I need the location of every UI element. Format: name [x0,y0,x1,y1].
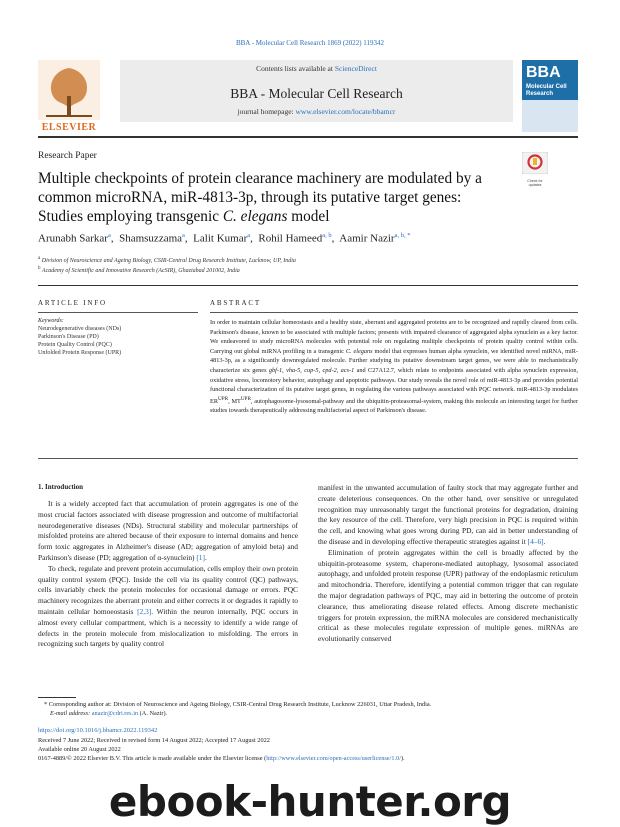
keywords-label: Keywords: [38,318,64,324]
homepage-link[interactable]: www.elsevier.com/locate/bbamcr [295,107,396,116]
publisher-wordmark: ELSEVIER [41,122,97,133]
author[interactable]: Rohil Hameed [258,232,323,245]
cover-title: BBA [526,64,561,81]
article-info-heading: ARTICLE INFO [38,299,107,307]
doi-link[interactable]: https://doi.org/10.1016/j.bbamcr.2022.119342 [38,727,158,734]
running-citation: BBA - Molecular Cell Research 1869 (2022) 119342 [235,39,385,47]
article-type: Research Paper [38,151,97,161]
divider [38,458,578,459]
author[interactable]: Lalit Kumar [193,232,248,245]
homepage-line: journal homepage: www.elsevier.com/locate/bbamcr [237,107,396,116]
author[interactable]: Arunabh Sarkar [38,232,108,245]
body-column-left [38,499,298,650]
author[interactable]: Aamir Nazir [339,232,395,245]
check-updates-label: Check for updates [527,179,543,187]
reference-link[interactable]: [1] [196,552,205,562]
received-dates: Received 7 June 2022; Received in revised form 14 August 2022; Accepted 17 August 2022 [38,737,270,744]
journal-cover-thumbnail [522,60,578,132]
affiliation: $^a$ Division of Neuroscience and Ageing Biology, CSIR-Central Drug Research Institute, Lucknow, UP, India [38,256,296,264]
footnote-divider [38,697,76,698]
cover-image-band [522,100,578,132]
check-for-updates-button[interactable] [522,152,548,187]
reference-link[interactable]: [4–6] [527,536,544,546]
divider [38,285,578,286]
keyword: Neurodegenerative diseases (NDs) [38,326,122,332]
cover-subtitle: Molecular Cell Research [526,84,567,97]
author[interactable]: Shamsuzzama [119,232,183,245]
keyword: Parkinson's Disease (PD) [38,334,99,340]
license-line: 0167-4889/© 2022 Elsevier B.V. This article is made available under the Elsevier license (http://www.elsevier.com/open-access/userlicense/1.0/). [38,755,405,762]
sciencedirect-link[interactable]: ScienceDirect [334,64,377,73]
contents-line: Contents lists available at ScienceDirect [256,64,377,73]
email-link[interactable]: anazir@cdri.res.in [91,710,139,717]
abstract-text: In order to maintain cellular homeostasis and a healthy state, aberrant and aggregated proteins are to be recognized and rapidly cleared from cells. Parkinson's disease, known to be associated with multiple factors; presents with impaired clearance of aggregated alpha synuclein as a key factor. We endeavored to study microRNA molecules with potential role on regulating multiple checkpoints of protein quality control within cells. Carrying out global miRNA profiling in a transgenic C. elegans model that expresses human alpha synuclein, we identified novel miRNA, miR-4813-3p, as a significantly downregulated molecule. Further studying its putative downstream target genes, we were able to mechanistically characterize six genes gbf-1, vha-5, cup-5, cpd-2, acs-1 and C27A12.7, which relate to endpoints associated with alpha synuclein expression, oxidative stress, locomotory behavior, autophagy and apoptotic pathways. Our study reveals the novel role of miR-4813-3p and provides potential functional characterization of its putative target genes, in regulating the various pathways associated with PQC network. miR-4813-3p modulates $ER^{UPR}$, $MT^{UPR}$, autophagosome-lysosomal-pathway and the ubiquitin-proteasomal-system, making this molecule an interesting target for further studies towards therapeutically addressing multifactorial aspect of Parkinson's disease. [210,319,579,415]
article-title: Multiple checkpoints of protein clearance machinery are modulated by a common microRNA, miR-4813-3p, through its putative target genes: Studies employing transgenic C. elegans model [38,170,482,225]
abstract-heading: ABSTRACT [210,299,261,307]
keyword: Unfolded Protein Response (UPR) [38,350,122,356]
author-list: Arunabh Sarkar$^a$, Shamsuzzama$^a$, Lalit Kumar$^a$, Rohil Hameed$^{a, b}$, Aamir Nazir$^{a, b, *}$ [38,232,411,245]
check-updates-icon [522,152,548,174]
paragraph: It is a widely accepted fact that accumulation of protein aggregates is one of the most crucial factors associated with disease progression and outcome of multifactorial neurodegenerative diseases (NDs). Structural stability and molecular partnerships of misfolded proteins are altered because of their exposure to internal domains and hence form toxic aggregates in Alzheimer's disease (AD; aggregation of amyloid beta) and Parkinson's disease (PD; aggregation of α-synuclein) [1]. [38,499,298,562]
divider [210,312,578,313]
body-column-right [318,483,578,645]
reference-link[interactable]: [2,3] [137,606,152,616]
paragraph: manifest in the unwanted accumulation of faulty stock that may aggregate further and create deleterious consequences. On the other hand, over sensitive or unregulated recognition may unreasonably target the functional proteins for degradation, draining the key resource of the cell. Therefore, very high precision in PQC is required within the cell, and knowing what goes wrong during PD, can aid in better understanding of the disease and in developing effective therapeutic strategies against it [4–6]. [318,483,578,546]
paragraph: Elimination of protein aggregates within the cell is broadly affected by the ubiquitin-proteasome system, chaperone-mediated autophagy, lysosomal associated autophagy, and unfolded protein response (UPR) pathway of the endoplasmic reticulum and mitochondria. Therefore, identifying a potential common trigger that can regulate the major degradation pathways of PQC, may aid in bettering the outcome of protein clearance, thus ameliorating disease related effects. Among discrete mechanistic triggers for protein expression, the miRNA molecules are considered mechanistically critical as these molecules regulate expression of multiple genes. miRNAs are evolutionarily conserved [318,547,578,644]
journal-header-box [120,60,513,122]
header-divider [38,136,578,138]
affiliation: $^b$ Academy of Scientific and Innovative Research (AcSIR), Ghaziabad 201002, India [38,266,240,274]
online-date: Available online 20 August 2022 [38,746,121,753]
license-link[interactable]: http://www.elsevier.com/open-access/userlicense/1.0/ [266,755,401,762]
corresponding-author-note: * Corresponding author at: Division of Neuroscience and Ageing Biology, CSIR-Central Drug Research Institute, Lucknow 226031, Uttar Pradesh, India. [44,701,432,708]
paragraph: To check, regulate and prevent protein accumulation, cells employ their own protein quality control system (PQC). Inside the cell via its quality control (QC) pathways, cells invariably check the protein molecules for occasional damage or errors. PQC machinery recognizes the aberrant protein and either corrects it or degrades it rapidly to maintain cellular homoeostasis [2,3]. Within the neuron internally, PQC occurs in almost every cellular compartment, which is a necessity to identify a wide range of defects in the protein molecule from mislocalization to misfolding. The errors in recognizing such targets by quality control [38,563,298,649]
divider [38,312,198,313]
section-heading-introduction: 1. Introduction [38,483,83,491]
keyword: Protein Quality Control (PQC) [38,342,112,348]
journal-name: BBA - Molecular Cell Research [230,86,403,101]
email-line: E-mail address: anazir@cdri.res.in (A. Nazir). [50,710,168,717]
watermark: ebook-hunter.org [108,777,512,826]
